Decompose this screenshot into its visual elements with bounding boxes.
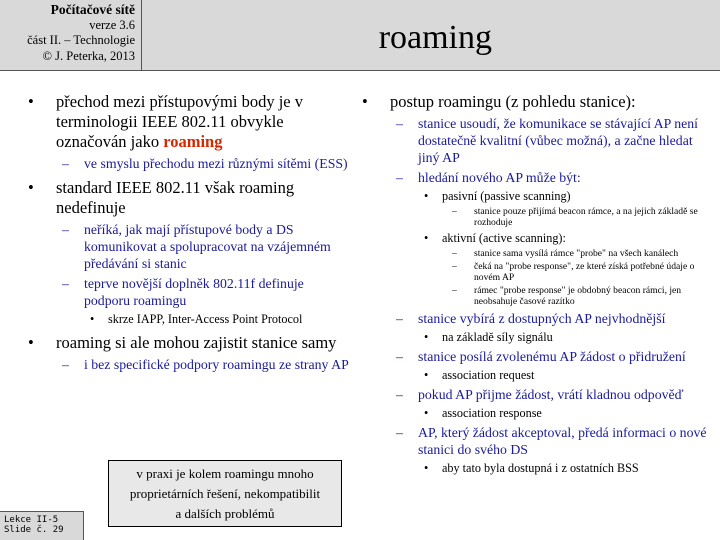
left-bullet-list [28, 92, 350, 373]
course-name: Počítačové sítě [50, 2, 135, 17]
bullet-text: association response [442, 406, 542, 420]
sub-bullet-item [56, 221, 350, 272]
dash-marker: – [396, 311, 403, 326]
bullet-text: i bez specifické podpory roamingu ze strany AP [84, 357, 349, 372]
sub-bullet-item [418, 189, 714, 228]
sub-list [418, 368, 714, 383]
course-version: verze 3.6 [89, 17, 135, 32]
bullet-marker: • [90, 312, 95, 326]
bullet-text: na základě síly signálu [442, 330, 553, 344]
bullet-text: aby tato byla dostupná i z ostatních BSS [442, 461, 639, 475]
sub-list [418, 461, 714, 476]
bullet-marker: • [28, 178, 34, 197]
roaming-steps-list [390, 115, 714, 476]
bullet-text: čeká na "probe response", ze které získá potřebné údaje o novém AP [474, 261, 695, 283]
slide-title: roaming [378, 19, 492, 56]
dash-marker: – [396, 387, 403, 402]
highlighted-term: roaming [163, 132, 223, 151]
sub-bullet-item [418, 368, 714, 383]
note-line: a dalších problémů [175, 506, 275, 521]
bullet-text: skrze IAPP, Inter-Access Point Protocol [108, 312, 303, 326]
bullet-text: association request [442, 368, 535, 382]
right-column [362, 92, 714, 482]
roaming-procedure-heading: postup roamingu (z pohledu stanice): [390, 92, 636, 111]
sub-bullet-item [442, 285, 714, 307]
bullet-text [56, 178, 294, 217]
sub-list [56, 356, 350, 373]
sub-bullet-item [56, 155, 350, 172]
bullet-text [56, 333, 336, 352]
bullet-marker: • [424, 189, 429, 203]
right-bullet-list [362, 92, 714, 476]
dash-marker: – [452, 206, 457, 217]
course-info [0, 0, 142, 71]
sub-bullet-item [390, 169, 714, 307]
bullet-text-part: přechod mezi přístupovými body je v terminologii IEEE 802.11 obvykle označován jako [56, 92, 303, 151]
bullet-text [56, 92, 303, 151]
bullet-marker: • [28, 333, 34, 352]
sub-list [442, 206, 714, 228]
dash-marker: – [396, 349, 403, 364]
bullet-text: aktivní (active scanning): [442, 231, 566, 245]
note-line: proprietárních řešení, nekompatibilit [129, 486, 321, 501]
dash-marker: – [452, 248, 457, 259]
bullet-marker: • [424, 231, 429, 245]
bullet-marker: • [424, 461, 429, 475]
dash-marker: – [396, 116, 403, 131]
sub-bullet-item [442, 261, 714, 283]
sub-list [56, 155, 350, 172]
sub-bullet-item [390, 115, 714, 166]
bullet-text-part: standard IEEE 802.11 však roaming nedefinuje [56, 178, 295, 217]
sub-bullet-item [56, 275, 350, 327]
bullet-marker: • [362, 92, 368, 111]
sub-bullet-item [390, 424, 714, 476]
bullet-text: ve smyslu přechodu mezi různými sítěmi (ESS) [84, 156, 348, 171]
lecture-label: Lekce II-5 [4, 515, 59, 525]
bullet-text-part: roaming si ale mohou zajistit stanice samy [56, 333, 337, 352]
dash-marker: – [452, 285, 457, 296]
note-box [108, 460, 342, 527]
sub-bullet-item [442, 248, 714, 259]
bullet-text: stanice vybírá z dostupných AP nejvhodnější [418, 311, 666, 326]
bullet-text: pokud AP přijme žádost, vrátí kladnou odpověď [418, 387, 684, 402]
dash-marker: – [62, 222, 69, 237]
course-copyright: © J. Peterka, 2013 [42, 48, 135, 63]
sub-list [56, 221, 350, 327]
slide-reference [0, 511, 84, 540]
sub-bullet-item [442, 206, 714, 228]
bullet-text: neříká, jak mají přístupové body a DS komunikovat a spolupracovat na vzájemném předávání si stanic [84, 222, 331, 271]
sub-list [442, 248, 714, 307]
course-part: část II. – Technologie [27, 33, 135, 47]
sub-bullet-item [418, 330, 714, 345]
dash-marker: – [452, 261, 457, 272]
bullet-marker: • [424, 406, 429, 420]
sub-list [418, 330, 714, 345]
sub-bullet-item [84, 312, 350, 327]
note-line: v praxi je kolem roamingu mnoho [136, 466, 314, 481]
sub-bullet-item [390, 348, 714, 383]
bullet-text: stanice usoudí, že komunikace se stávající AP není dostatečně kvalitní (vůbec možná), a začne hledat jiný AP [418, 116, 698, 165]
dash-marker: – [62, 156, 69, 171]
bullet-item [28, 92, 350, 172]
sub-list [418, 406, 714, 421]
dash-marker: – [62, 357, 69, 372]
bullet-text: pasivní (passive scanning) [442, 189, 571, 203]
sub-list [418, 189, 714, 307]
sub-bullet-item [418, 461, 714, 476]
dash-marker: – [62, 276, 69, 291]
slide-number-label: Slide č. 29 [4, 525, 64, 535]
sub-bullet-item [418, 406, 714, 421]
bullet-text: AP, který žádost akceptoval, předá informaci o nové stanici do svého DS [418, 425, 707, 457]
sub-bullet-item [390, 310, 714, 345]
bullet-text: teprve novější doplněk 802.11f definuje podporu roamingu [84, 276, 304, 308]
bullet-text: rámec "probe response" je obdobný beacon rámci, jen neobsahuje časové razítko [474, 285, 682, 307]
bullet-item [28, 178, 350, 327]
bullet-text: stanice pouze přijímá beacon rámce, a na jejich základě se rozhoduje [474, 206, 698, 228]
sub-bullet-item [390, 386, 714, 421]
bullet-text: stanice posílá zvolenému AP žádost o přidružení [418, 349, 686, 364]
sub-bullet-item [56, 356, 350, 373]
sub-list [84, 312, 350, 327]
sub-bullet-item [418, 231, 714, 307]
header-band [142, 0, 720, 71]
bullet-item [28, 333, 350, 373]
bullet-text: stanice sama vysílá rámce "probe" na všech kanálech [474, 248, 679, 259]
left-column [28, 92, 350, 379]
bullet-text: hledání nového AP může být: [418, 170, 581, 185]
bullet-marker: • [424, 330, 429, 344]
dash-marker: – [396, 425, 403, 440]
bullet-marker: • [28, 92, 34, 111]
bullet-marker: • [424, 368, 429, 382]
bullet-item [362, 92, 714, 476]
dash-marker: – [396, 170, 403, 185]
